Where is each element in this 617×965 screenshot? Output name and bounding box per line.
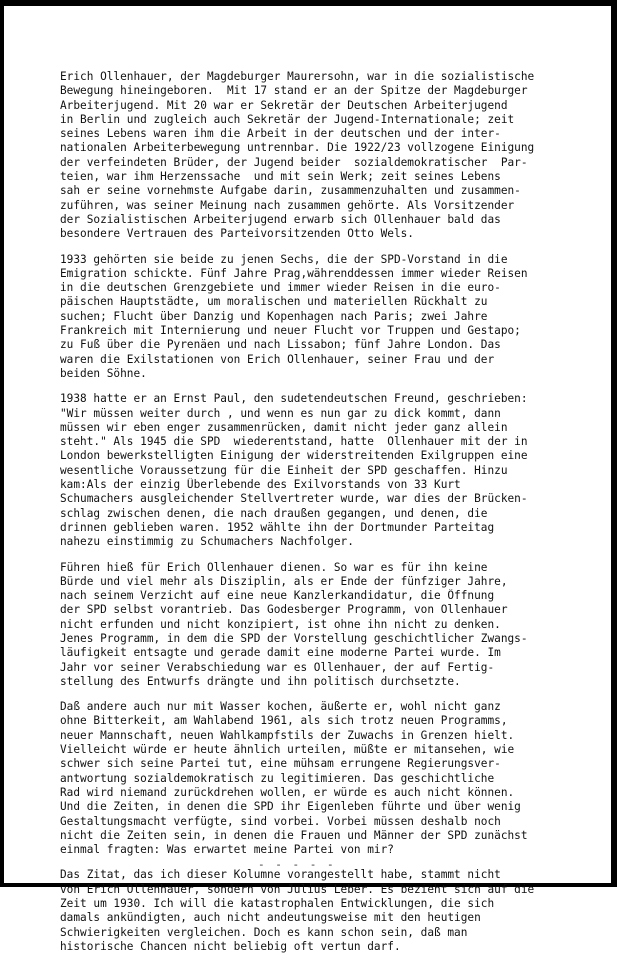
text-line: läufigkeit entsagte und gerade damit eine moderne Partei wurde. Im: [60, 646, 501, 660]
text-line: nach seinem Verzicht auf eine neue Kanzlerkandidatur, die Öffnung: [60, 589, 495, 603]
text-line: der Sozialistischen Arbeiterjugend erwarb sich Ollenhauer bald das: [60, 212, 501, 226]
text-line: suchen; Flucht über Danzig und Kopenhagen nach Paris; zwei Jahre: [60, 309, 488, 323]
text-line: in Berlin und zugleich auch Sekretär der Jugend-Internationale; zeit: [60, 112, 515, 126]
text-line: besondere Vertrauen des Parteivorsitzenden Otto Wels.: [60, 227, 414, 241]
text-line: stellung des Entwurfs drängte und ihn politisch durchsetzte.: [60, 674, 461, 688]
text-line: neuer Mannschaft, neuen Wahlkampfstils der Zuwachs in Grenzen hielt.: [60, 728, 515, 742]
text-line: London bewerkstelligten Einigung der widerstreitenden Exilgruppen eine: [60, 449, 528, 463]
paragraph: [60, 700, 595, 857]
text-line: nicht die Zeiten sein, in denen die Frauen und Männer der SPD zunächst: [60, 828, 528, 842]
text-line: sah er seine vornehmste Aufgabe darin, zusammenzuhalten und zusammen-: [60, 184, 521, 198]
text-line: "Wir müssen weiter durch , und wenn es nun gar zu dick kommt, dann: [60, 406, 501, 420]
text-line: antwortung sozialdemokratisch zu legitimieren. Das geschichtliche: [60, 771, 495, 785]
text-line: von Erich Ollenhauer, sondern von Julius Leber. Es bezieht sich auf die: [60, 882, 535, 896]
text-line: der verfeindeten Brüder, der Jugend beider sozialdemokratischer Par-: [60, 155, 528, 169]
text-line: steht." Als 1945 die SPD wiederentstand, hatte Ollenhauer mit der in: [60, 435, 528, 449]
text-line: päischen Hauptstädte, um moralischen und materiellen Rückhalt zu: [60, 295, 488, 309]
text-line: Das Zitat, das ich dieser Kolumne vorangestellt habe, stammt nicht: [60, 868, 501, 882]
text-line: Erich Ollenhauer, der Magdeburger Maurersohn, war in die sozialistische: [60, 70, 535, 83]
document-page: [60, 70, 595, 965]
text-line: 1933 gehörten sie beide zu jenen Sechs, die der SPD-Vorstand in die: [60, 252, 508, 266]
text-line: Gestaltungsmacht verfügte, sind vorbei. Vorbei müssen deshalb noch: [60, 814, 501, 828]
paragraph: [60, 70, 595, 242]
paragraph: [60, 868, 595, 954]
text-line: nahezu einstimmig zu Schumachers Nachfolger.: [60, 535, 354, 549]
text-line: historische Chancen nicht beliebig oft vertun darf.: [60, 939, 401, 953]
text-line: Emigration schickte. Fünf Jahre Prag,währenddessen immer wieder Reisen: [60, 266, 528, 280]
text-line: schlag zwischen denen, die nach draußen gegangen, und denen, die: [60, 506, 488, 520]
text-line: Vielleicht würde er heute ähnlich urteilen, müßte er mitansehen, wie: [60, 743, 515, 757]
text-line: 1938 hatte er an Ernst Paul, den sudetendeutschen Freund, geschrieben:: [60, 392, 528, 406]
text-line: Rad wird niemand zurückdrehen wollen, er würde es auch nicht können.: [60, 785, 515, 799]
text-line: wesentliche Voraussetzung für die Einheit der SPD geschaffen. Hinzu: [60, 463, 508, 477]
text-line: Frankreich mit Internierung und neuer Flucht vor Truppen und Gestapo;: [60, 324, 521, 338]
text-line: Führen hieß für Erich Ollenhauer dienen. So war es für ihn keine: [60, 560, 488, 574]
scan-border-right: [611, 0, 617, 887]
text-line: kam:Als der einzig Überlebende des Exilvorstands von 33 Kurt: [60, 478, 461, 492]
text-line: einmal fragten: Was erwartet meine Partei von mir?: [60, 843, 394, 857]
text-line: Bewegung hineingeboren. Mit 17 stand er an der Spitze der Magdeburger: [60, 84, 528, 98]
text-line: schwer sich seine Partei tut, eine mühsam errungene Regierungsver-: [60, 757, 501, 771]
paragraph: [60, 561, 595, 690]
text-line: zu Fuß über die Pyrenäen und nach Lissabon; fünf Jahre London. Das: [60, 338, 501, 352]
text-line: drinnen geblieben waren. 1952 wählte ihn der Dortmunder Parteitag: [60, 520, 495, 534]
text-line: Schwierigkeiten vergleichen. Doch es kann schon sein, daß man: [60, 925, 468, 939]
text-line: Zeit um 1930. Ich will die katastrophalen Entwicklungen, die sich: [60, 897, 495, 911]
paragraph: [60, 253, 595, 382]
text-line: Arbeiterjugend. Mit 20 war er Sekretär der Deutschen Arbeiterjugend: [60, 98, 508, 112]
text-line: beiden Söhne.: [60, 366, 147, 380]
text-line: Daß andere auch nur mit Wasser kochen, äußerte er, wohl nicht ganz: [60, 700, 501, 714]
text-line: der SPD selbst vorantrieb. Das Godesberger Programm, von Ollenhauer: [60, 603, 508, 617]
text-line: ohne Bitterkeit, am Wahlabend 1961, als sich trotz neuen Programms,: [60, 714, 508, 728]
text-line: in die deutschen Grenzgebiete und immer wieder Reisen in die euro-: [60, 281, 501, 295]
text-line: Und die Zeiten, in denen die SPD ihr Eigenleben führte und über wenig: [60, 800, 521, 814]
text-line: damals ankündigten, auch nicht andeutungsweise mit den heutigen: [60, 911, 481, 925]
text-line: waren die Exilstationen von Erich Ollenhauer, seiner Frau und der: [60, 352, 495, 366]
text-line: Schumachers ausgleichender Stellvertreter wurde, war dies der Brücken-: [60, 492, 528, 506]
text-line: teien, war ihm Herzenssache und mit sein Werk; zeit seines Lebens: [60, 170, 501, 184]
text-line: Bürde und viel mehr als Disziplin, als er Ende der fünfziger Jahre,: [60, 574, 508, 588]
scan-border-top: [0, 0, 617, 6]
text-line: zuführen, was seiner Meinung nach zusammen gehörte. Als Vorsitzender: [60, 198, 515, 212]
paragraph: [60, 392, 595, 549]
text-line: müssen wir eben enger zusammenrücken, damit nicht jeder ganz allein: [60, 420, 508, 434]
scan-border-left: [0, 0, 4, 887]
text-line: seines Lebens waren ihm die Arbeit in der deutschen und der inter-: [60, 127, 501, 141]
text-line: Jenes Programm, in dem die SPD der Vorstellung geschichtlicher Zwangs-: [60, 631, 528, 645]
text-line: Jahr vor seiner Verabschiedung war es Ollenhauer, der auf Fertig-: [60, 660, 495, 674]
text-line: nicht erfunden und nicht konzipiert, ist ohne ihn nicht zu denken.: [60, 617, 501, 631]
footer-mark: - - - - -: [258, 858, 336, 871]
text-line: nationalen Arbeiterbewegung untrennbar. Die 1922/23 vollzogene Einigung: [60, 141, 535, 155]
